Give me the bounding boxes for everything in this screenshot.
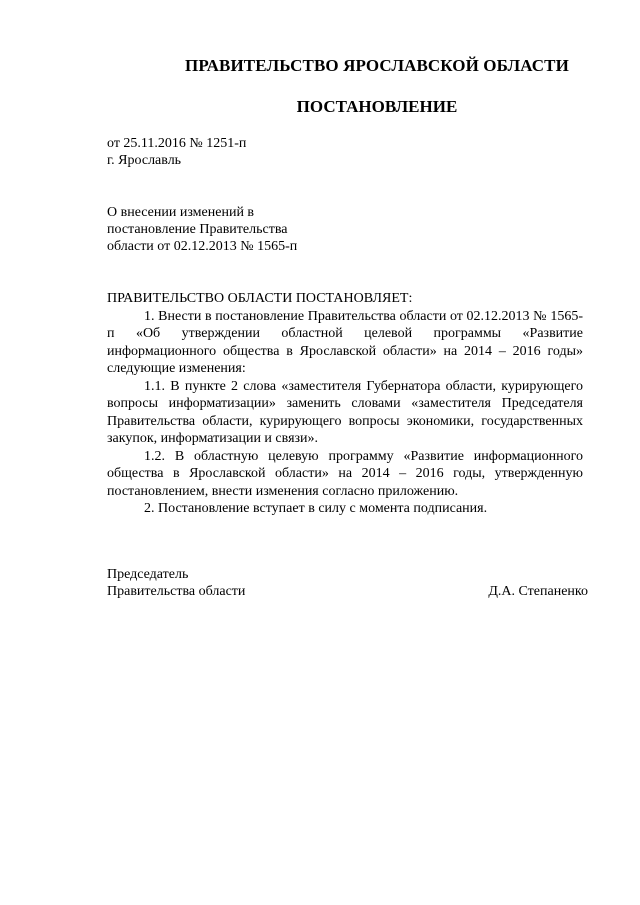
date-number: от 25.11.2016 № 1251-п xyxy=(107,136,247,151)
signatory-title-line-2: Правительства области xyxy=(107,584,246,599)
subject-line-3: области от 02.12.2013 № 1565-п xyxy=(107,239,298,254)
paragraph-item-2: 2. Постановление вступает в силу с момента подписания. xyxy=(144,501,488,516)
document-subject xyxy=(107,204,297,255)
signatory-name: Д.А. Степаненко xyxy=(488,584,588,599)
paragraph-item-1-2: 1.2. В областную целевую программу «Развитие информационного общества в Ярославской области» на 2014 – 2016 годы, утвержденную постановлением, внести изменения согласно приложению. xyxy=(107,448,583,499)
paragraph-item-1-1: 1.1. В пункте 2 слова «заместителя Губернатора области, курирующего вопросы информатизации» заменить словами «заместителя Председателя Правительства области, курирующего вопросы экономики, государственных закупок, информатизации и связи». xyxy=(107,378,583,446)
preamble: ПРАВИТЕЛЬСТВО ОБЛАСТИ ПОСТАНОВЛЯЕТ: xyxy=(107,291,413,306)
subject-line-1: О внесении изменений в xyxy=(107,205,255,220)
government-title: ПРАВИТЕЛЬСТВО ЯРОСЛАВСКОЙ ОБЛАСТИ xyxy=(185,56,569,75)
subject-line-2: постановление Правительства xyxy=(107,222,288,237)
document-body xyxy=(107,290,583,518)
document-type: ПОСТАНОВЛЕНИЕ xyxy=(296,97,458,116)
paragraph-item-1: 1. Внести в постановление Правительства области от 02.12.2013 № 1565-п «Об утверждении областной целевой программы «Развитие информационного общества в Ярославской области» на 2014 – 2016 годы» следующие изменения: xyxy=(107,308,583,376)
signatory-title xyxy=(107,566,245,600)
document-meta xyxy=(107,135,246,169)
city: г. Ярославль xyxy=(107,153,182,168)
signatory-title-line-1: Председатель xyxy=(107,567,189,582)
